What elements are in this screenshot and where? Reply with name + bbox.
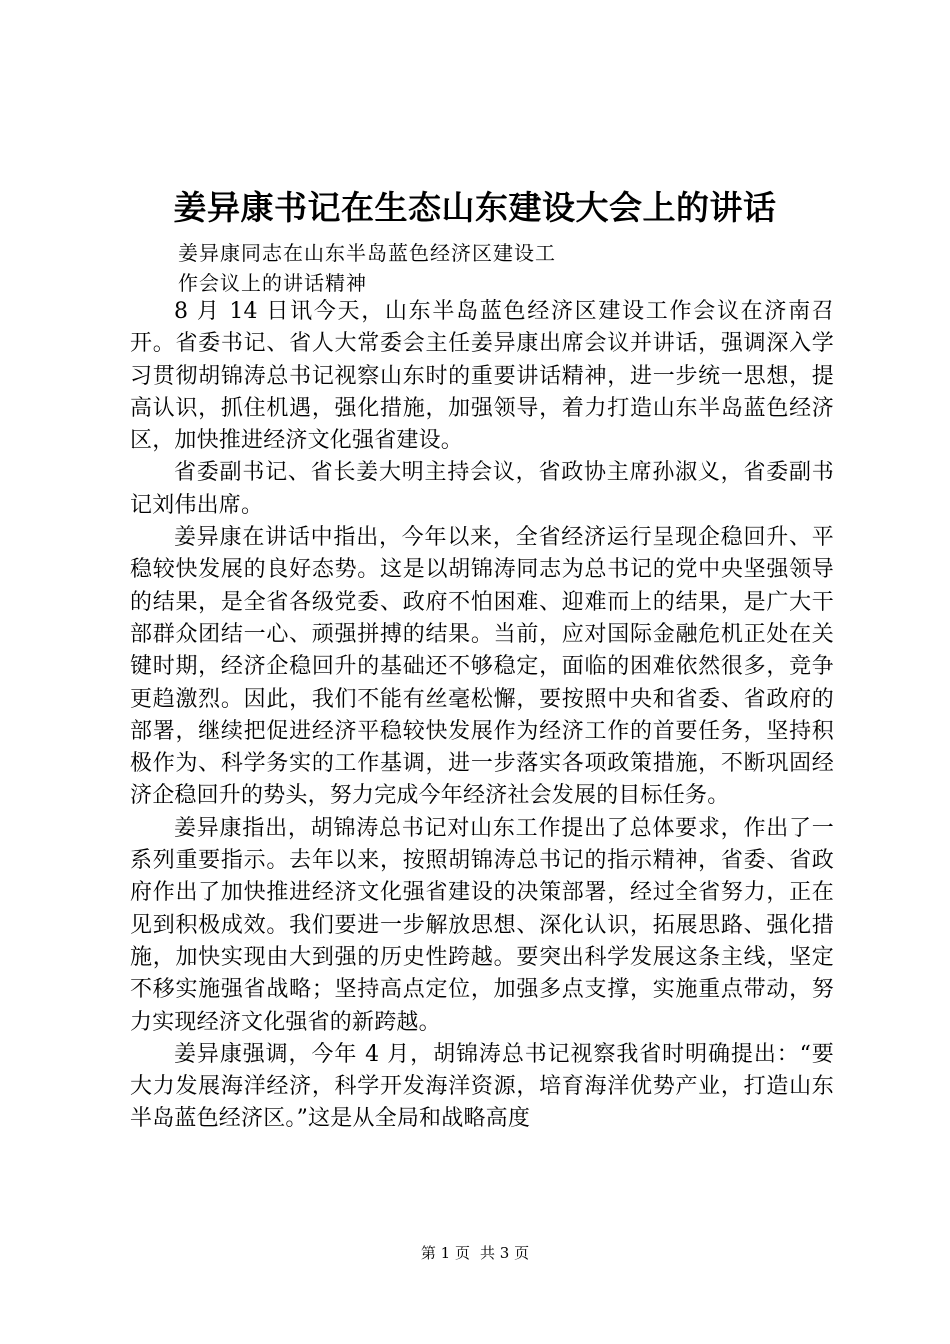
subtitle-line-1: 姜异康同志在山东半岛蓝色经济区建设工	[178, 241, 556, 265]
paragraph: 8 月 14 日讯今天，山东半岛蓝色经济区建设工作会议在济南召开。省委书记、省人大常委会主任姜异康出席会议并讲话，强调深入学习贯彻胡锦涛总书记视察山东时的重要讲话精神，进一步统一思想，提高认识，抓住机遇，强化措施，加强领导，着力打造山东半岛蓝色经济区，加快推进经济文化强省建设。	[130, 299, 834, 454]
paragraph: 姜异康在讲话中指出，今年以来，全省经济运行呈现企稳回升、平稳较快发展的良好态势。这是以胡锦涛同志为总书记的党中央坚强领导的结果，是全省各级党委、政府不怕困难、迎难而上的结果，是广大干部群众团结一心、顽强拼搏的结果。当前，应对国际金融危机正处在关键时期，经济企稳回升的基础还不够稳定，面临的困难依然很多，竞争更趋激烈。因此，我们不能有丝毫松懈，要按照中央和省委、省政府的部署，继续把促进经济平稳较快发展作为经济工作的首要任务，坚持积极作为、科学务实的工作基调，进一步落实各项政策措施，不断巩固经济企稳回升的势头，努力完成今年经济社会发展的目标任务。	[130, 525, 834, 809]
paragraph: 省委副书记、省长姜大明主持会议，省政协主席孙淑义，省委副书记刘伟出席。	[130, 460, 834, 518]
page-total: 共 3 页	[480, 1244, 530, 1262]
subtitle-line-2: 作会议上的讲话精神	[178, 271, 367, 295]
paragraph: 姜异康指出，胡锦涛总书记对山东工作提出了总体要求，作出了一系列重要指示。去年以来，按照胡锦涛总书记的指示精神，省委、省政府作出了加快推进经济文化强省建设的决策部署，经过全省努力，正在见到积极成效。我们要进一步解放思想、深化认识，拓展思路、强化措施，加快实现由大到强的历史性跨越。要突出科学发展这条主线，坚定不移实施强省战略；坚持高点定位，加强多点支撑，实施重点带动，努力实现经济文化强省的新跨越。	[130, 815, 834, 1035]
page-footer	[0, 1243, 950, 1263]
document-body	[130, 296, 834, 1136]
paragraph: 姜异康强调，今年 4 月，胡锦涛总书记视察我省时明确提出：“要大力发展海洋经济，科学开发海洋资源，培育海洋优势产业，打造山东半岛蓝色经济区。”这是从全局和战略高度	[130, 1041, 834, 1132]
page-number: 第 1 页	[420, 1244, 470, 1262]
document-title: 姜异康书记在生态山东建设大会上的讲话	[173, 188, 777, 227]
